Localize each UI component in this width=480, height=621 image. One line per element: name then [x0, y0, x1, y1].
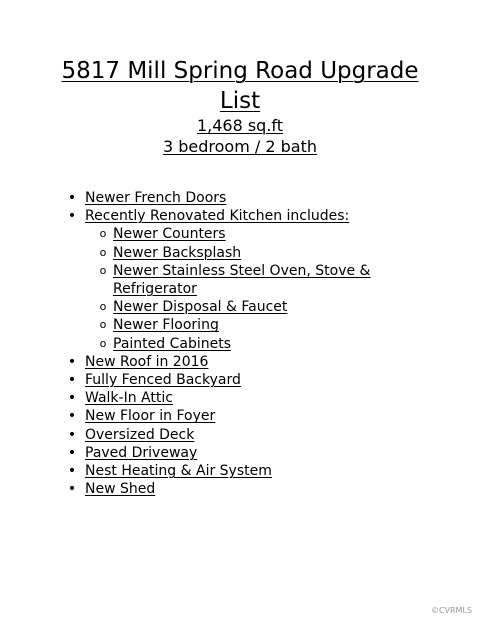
sublist-item-text: Newer Stainless Steel Oven, Stove & Refrigerator — [113, 262, 371, 298]
sublist-item-text: Newer Disposal & Faucet — [113, 299, 288, 316]
list-item-foyer — [0, 407, 480, 425]
sublist-item-counters — [0, 225, 480, 243]
circle-bullet-icon: o — [99, 245, 107, 259]
sublist-item-text: Newer Flooring — [113, 317, 219, 334]
sublist-item-appliances — [0, 262, 383, 298]
title-line-2: List — [219, 88, 261, 114]
upgrade-list — [0, 189, 480, 498]
sublist-item-disposal — [0, 298, 480, 316]
list-item-text: New Floor in Foyer — [85, 408, 216, 425]
bullet-icon: • — [67, 444, 77, 461]
list-item-text: New Shed — [85, 481, 156, 498]
bullet-icon: • — [67, 463, 77, 480]
copyright-watermark: ©CVRMLS — [430, 606, 472, 615]
bullet-icon: • — [67, 208, 77, 225]
bedroom-bath-text: 3 bedroom / 2 bath — [162, 137, 317, 156]
bedroom-bath-count — [0, 137, 480, 157]
square-footage — [0, 116, 480, 136]
sublist-item-text: Newer Counters — [113, 226, 226, 243]
list-item-roof — [0, 353, 480, 371]
list-item-nest — [0, 462, 480, 480]
sublist-item-backsplash — [0, 244, 480, 262]
list-item-text: Fully Fenced Backyard — [85, 372, 241, 389]
bullet-icon: • — [67, 353, 77, 370]
list-item-text: New Roof in 2016 — [85, 353, 209, 370]
bullet-icon: • — [67, 190, 77, 206]
sublist-item-text: Newer Backsplash — [113, 244, 242, 261]
square-footage-text: 1,468 sq.ft — [196, 116, 284, 135]
sublist-item-text: Painted Cabinets — [113, 335, 231, 352]
list-item-deck — [0, 426, 480, 444]
sublist-item-flooring — [0, 316, 480, 334]
sublist-item-cabinets — [0, 335, 480, 353]
document-title — [0, 56, 480, 116]
bullet-icon: • — [67, 372, 77, 389]
list-item-driveway — [0, 444, 480, 462]
list-item-text: Nest Heating & Air System — [85, 463, 272, 480]
bullet-icon: • — [67, 408, 77, 425]
list-item-backyard — [0, 371, 480, 389]
list-item-text: Newer French Doors — [85, 190, 227, 206]
bullet-icon: • — [67, 426, 77, 443]
circle-bullet-icon: o — [99, 300, 107, 314]
list-item-text: Paved Driveway — [85, 444, 198, 461]
list-item-shed — [0, 480, 480, 498]
title-line-1: 5817 Mill Spring Road Upgrade — [61, 58, 419, 84]
list-item-attic — [0, 389, 480, 407]
kitchen-sublist — [0, 225, 480, 352]
bullet-icon: • — [67, 481, 77, 498]
kitchen-sublist-container — [0, 225, 480, 352]
list-item-text: Walk-In Attic — [85, 390, 173, 407]
circle-bullet-icon: o — [99, 227, 107, 241]
list-item-kitchen — [0, 207, 480, 225]
circle-bullet-icon: o — [99, 318, 107, 332]
bullet-icon: • — [67, 390, 77, 407]
list-item-french-doors — [0, 189, 480, 207]
list-item-text: Recently Renovated Kitchen includes: — [85, 208, 350, 225]
circle-bullet-icon: o — [99, 263, 107, 277]
circle-bullet-icon: o — [99, 336, 107, 350]
list-item-text: Oversized Deck — [85, 426, 195, 443]
